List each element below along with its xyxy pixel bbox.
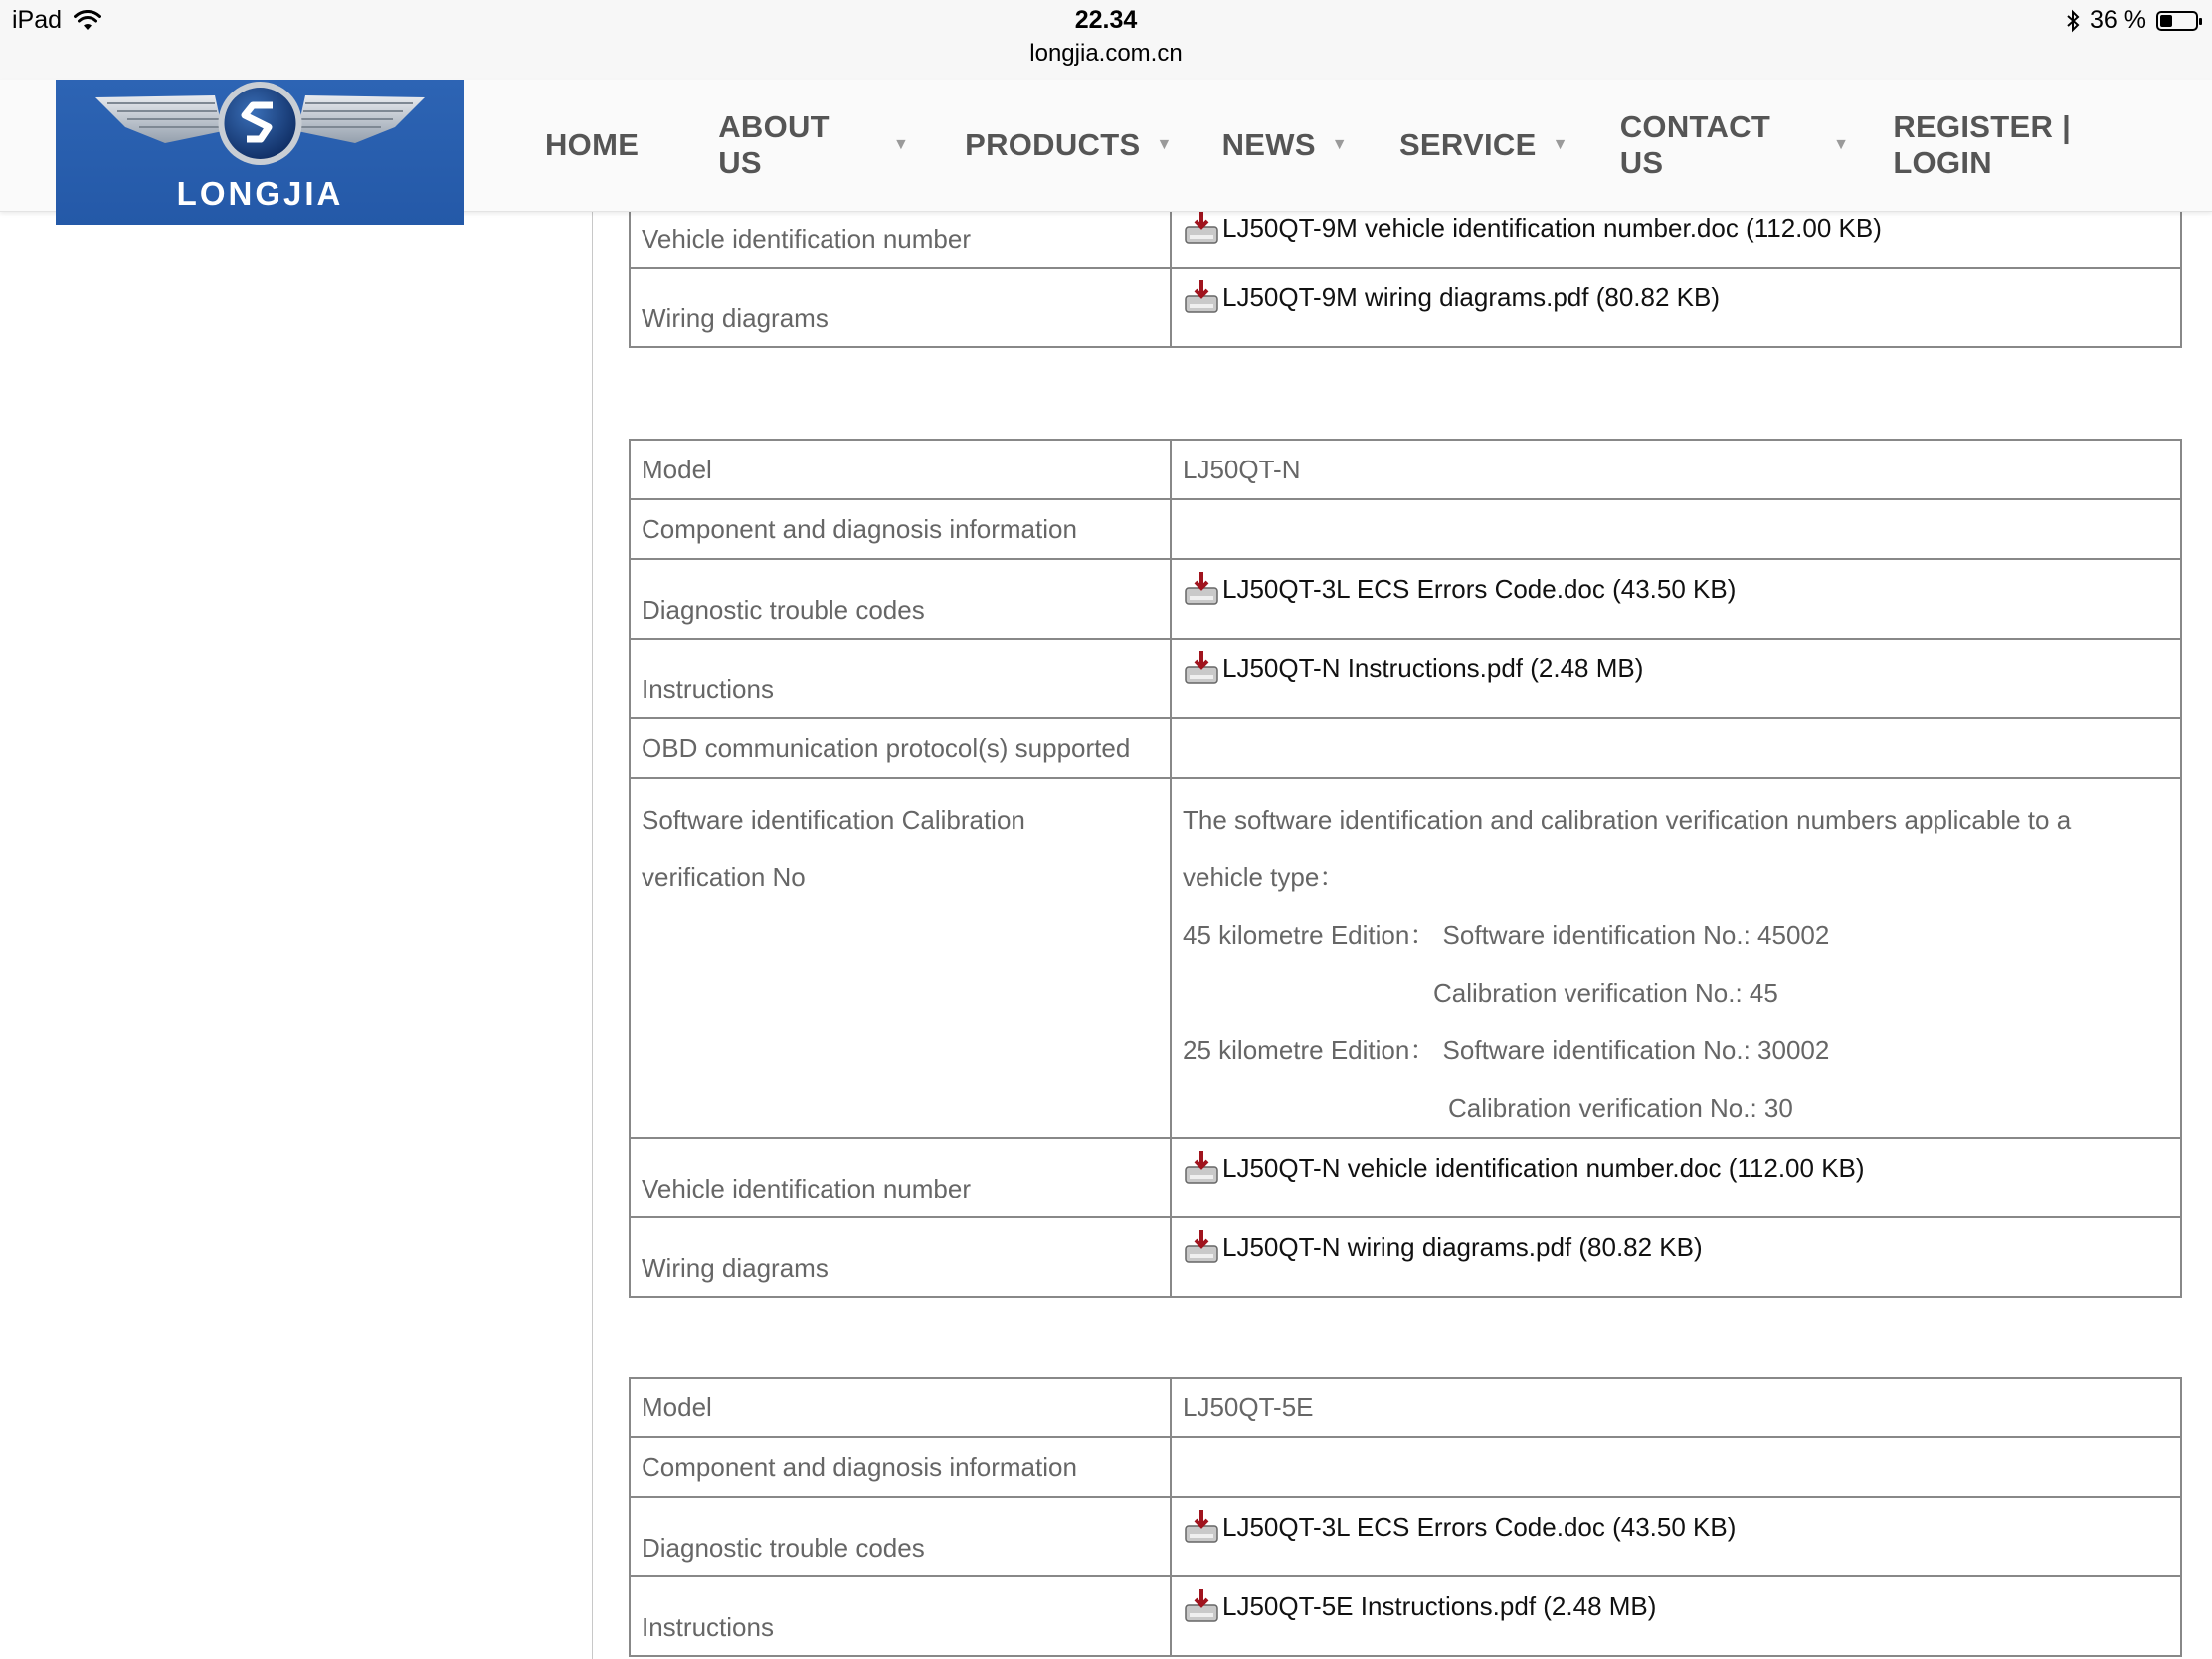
table-row [630, 499, 2181, 559]
file-name: LJ50QT-3L ECS Errors Code.doc (43.50 KB) [1222, 1511, 1737, 1542]
row-value [1171, 639, 2181, 718]
row-label: Vehicle identification number [630, 1138, 1171, 1217]
download-icon [1183, 1587, 1220, 1625]
sw-text: 25 kilometre Edition： Software identification No.: 30002 [1183, 1035, 1830, 1065]
site-header [0, 80, 2212, 212]
sw-value [1171, 778, 2181, 1138]
file-name: LJ50QT-3L ECS Errors Code.doc (43.50 KB) [1222, 573, 1737, 604]
file-name: LJ50QT-5E Instructions.pdf (2.48 MB) [1222, 1590, 1657, 1621]
model-value: LJ50QT-5E [1171, 1378, 2181, 1437]
nav-products-label: PRODUCTS [965, 127, 1141, 162]
file-name: LJ50QT-9M wiring diagrams.pdf (80.82 KB) [1222, 281, 1720, 312]
row-label: Vehicle identification number [630, 186, 1171, 268]
nav-service-label: SERVICE [1398, 127, 1537, 162]
row-label: Wiring diagrams [630, 268, 1171, 347]
battery-fill [2160, 15, 2172, 27]
table-row [630, 718, 2181, 778]
model-value: LJ50QT-N [1171, 440, 2181, 499]
sw-text: vehicle type： [1183, 862, 1346, 892]
table-row [630, 1378, 2181, 1437]
sw-text: The software identification and calibration verification numbers applicable to a [1183, 805, 2072, 834]
sw-text: Calibration verification No.: 45 [1433, 978, 1778, 1008]
spec-table-n [629, 439, 2180, 1298]
winged-emblem-icon [56, 80, 464, 179]
row-value [1171, 1138, 2181, 1217]
row-label [630, 778, 1171, 1138]
row-value-empty [1171, 1437, 2181, 1497]
longjia-logo[interactable] [56, 80, 464, 225]
chevron-down-icon: ▼ [892, 136, 910, 153]
download-icon [1183, 209, 1220, 247]
table-row [630, 440, 2181, 499]
chevron-down-icon: ▼ [1331, 136, 1348, 153]
row-label: Diagnostic trouble codes [630, 559, 1171, 639]
download-icon [1183, 1149, 1220, 1187]
download-link[interactable] [1183, 209, 2169, 247]
table-row [630, 1576, 2181, 1656]
file-name: LJ50QT-N vehicle identification number.doc (112.00 KB) [1222, 1152, 1865, 1183]
table-row [630, 1497, 2181, 1576]
sidebar-divider [592, 211, 593, 1659]
battery-icon [2156, 11, 2198, 31]
download-link[interactable] [1183, 1508, 2169, 1546]
row-label: Component and diagnosis information [630, 499, 1171, 559]
nav-home-label: HOME [545, 127, 640, 162]
battery-percent: 36 % [2090, 6, 2146, 34]
nav-about-us[interactable] [718, 109, 909, 181]
download-icon [1183, 1228, 1220, 1266]
row-label: Model [630, 440, 1171, 499]
table-row [630, 778, 2181, 1138]
address-bar[interactable]: longjia.com.cn [1029, 40, 1183, 67]
row-label: Component and diagnosis information [630, 1437, 1171, 1497]
download-icon [1183, 1508, 1220, 1546]
download-link[interactable] [1183, 1149, 2169, 1187]
download-icon [1183, 649, 1220, 687]
nav-register-login[interactable] [1893, 109, 2172, 181]
sw-text: Calibration verification No.: 30 [1448, 1093, 1793, 1123]
sw-text: 45 kilometre Edition： Software identification No.: 45002 [1183, 920, 1830, 950]
download-link[interactable] [1183, 1228, 2169, 1266]
download-icon [1183, 278, 1220, 316]
chevron-down-icon: ▼ [1156, 136, 1173, 153]
nav-products[interactable] [965, 127, 1173, 163]
status-bar [0, 0, 2212, 81]
row-label: Instructions [630, 639, 1171, 718]
row-label: Instructions [630, 1576, 1171, 1656]
row-label: Wiring diagrams [630, 1217, 1171, 1297]
row-value [1171, 1576, 2181, 1656]
device-label: iPad [12, 6, 63, 34]
download-link[interactable] [1183, 1587, 2169, 1625]
row-label: OBD communication protocol(s) supported [630, 718, 1171, 778]
bluetooth-icon [2066, 9, 2080, 33]
file-name: LJ50QT-9M vehicle identification number.doc (112.00 KB) [1222, 212, 1882, 243]
logo-text: LONGJIA [176, 175, 344, 212]
row-value-empty [1171, 499, 2181, 559]
chevron-down-icon: ▼ [1833, 136, 1850, 153]
nav-about-us-label: ABOUT US [718, 109, 830, 180]
row-value [1171, 1497, 2181, 1576]
file-name: LJ50QT-N Instructions.pdf (2.48 MB) [1222, 652, 1644, 683]
download-link[interactable] [1183, 570, 2169, 608]
nav-news[interactable] [1222, 127, 1348, 163]
nav-news-label: NEWS [1221, 127, 1316, 162]
row-label: Model [630, 1378, 1171, 1437]
main-nav [545, 80, 2212, 211]
nav-service[interactable] [1399, 127, 1568, 163]
table-row [630, 1217, 2181, 1297]
nav-contact-us[interactable] [1620, 109, 1850, 181]
table-row [630, 1138, 2181, 1217]
chevron-down-icon: ▼ [1552, 136, 1568, 153]
clock: 22.34 [1074, 6, 1138, 34]
nav-contact-us-label: CONTACT US [1619, 109, 1771, 180]
table-row [630, 639, 2181, 718]
nav-register-login-label: REGISTER | LOGIN [1893, 109, 2072, 180]
sw-label-line: Software identification Calibration [642, 805, 1025, 834]
file-name: LJ50QT-N wiring diagrams.pdf (80.82 KB) [1222, 1231, 1703, 1262]
table-row [630, 1437, 2181, 1497]
download-link[interactable] [1183, 649, 2169, 687]
row-value-empty [1171, 718, 2181, 778]
spec-table-5e [629, 1377, 2180, 1657]
row-value [1171, 1217, 2181, 1297]
row-value [1171, 559, 2181, 639]
row-value [1171, 268, 2181, 347]
nav-home[interactable] [545, 127, 639, 163]
table-row [630, 559, 2181, 639]
status-right [2066, 6, 2198, 35]
download-link[interactable] [1183, 278, 2169, 316]
download-icon [1183, 570, 1220, 608]
row-label: Diagnostic trouble codes [630, 1497, 1171, 1576]
sw-label-line: verification No [642, 862, 806, 892]
table-row [630, 268, 2181, 347]
